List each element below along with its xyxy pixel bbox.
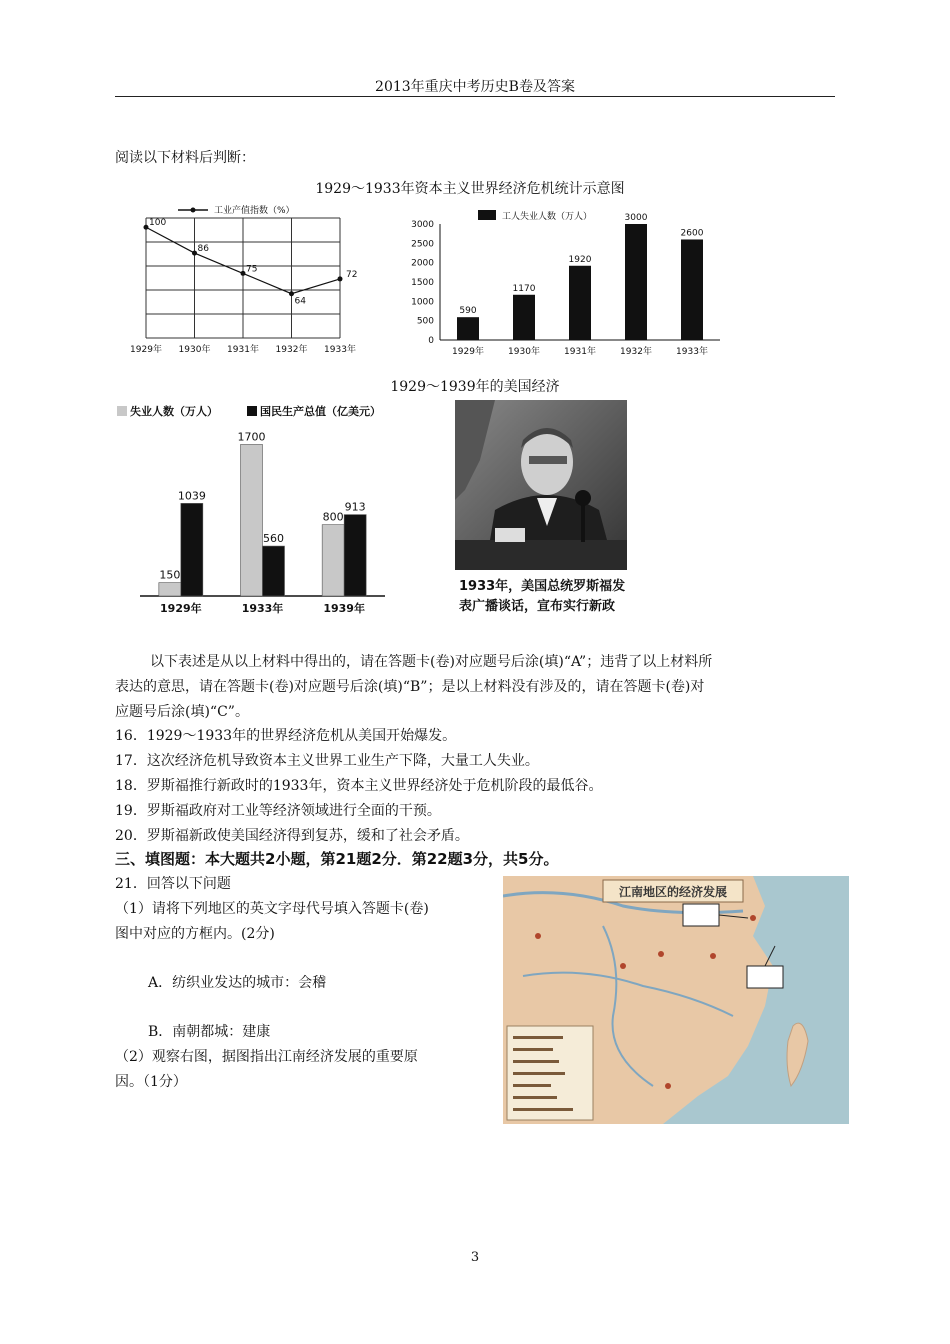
y-tick-label: 0 [428,336,434,346]
bar-value-label: 1920 [568,254,592,265]
data-label: 86 [197,244,209,255]
map-title: 江南地区的经济发展 [618,885,728,899]
y-tick-label: 1000 [411,297,434,308]
bar-value-label: 800 [322,510,344,524]
unemployment-bar [513,295,535,340]
question-17: 17．这次经济危机导致资本主义世界工业生产下降，大量工人失业。 [115,753,539,769]
x-tick-label: 1933年 [324,345,356,355]
chart3-title: 1929～1939年的美国经济 [390,379,560,395]
x-tick-label: 1930年 [508,347,540,357]
x-tick-label: 1931年 [564,347,596,357]
data-label: 72 [346,269,358,280]
x-tick-label: 1931年 [227,345,259,355]
unemployed-bar [159,583,181,596]
unemployed-bar [322,525,344,596]
page-header: 2013年重庆中考历史B卷及答案 [375,79,575,95]
data-point [338,276,343,281]
intro-text: 阅读以下材料后判断： [115,150,255,166]
q21-part2-line2: 因。（1分） [115,1074,187,1090]
q21-title: 21．回答以下问题 [115,876,231,892]
question-20: 20．罗斯福新政使美国经济得到复苏，缓和了社会矛盾。 [115,828,469,844]
instruction-line-1: 以下表述是从以上材料中得出的，请在答题卡(卷)对应题号后涂(填)“A”；违背了以上材料所 [150,654,713,670]
data-label: 75 [246,264,258,275]
industrial-index-chart [118,200,380,358]
x-tick-label: 1932年 [620,347,652,357]
bar-value-label: 2600 [680,228,704,239]
gnp-bar [263,546,285,596]
jiangnan-map [503,876,849,1124]
bar-value-label: 1039 [177,489,206,503]
x-tick-label: 1929年 [452,347,484,357]
question-19: 19．罗斯福政府对工业等经济领域进行全面的干预。 [115,803,441,819]
legend-label: 工业产值指数（%） [214,206,295,216]
q21-option-b: B．南朝都城：建康 [148,1024,271,1040]
bar-value-label: 560 [263,532,284,546]
unemployment-bar [457,317,479,340]
x-tick-label: 1929年 [160,602,202,615]
legend-swatch [478,210,496,220]
gnp-bar [181,503,203,596]
data-point [241,271,246,276]
data-label: 100 [149,218,167,229]
unemployment-bar [569,266,591,340]
bar-value-label: 1700 [237,430,266,444]
answer-box-a [683,904,719,926]
header-rule [115,96,835,97]
x-tick-label: 1939年 [323,602,365,615]
data-label: 64 [294,296,306,307]
photo-caption-1: 1933年，美国总统罗斯福发 [459,579,626,594]
gnp-bar [344,515,366,596]
bar-value-label: 150 [159,568,181,582]
answer-box-b [747,966,783,988]
data-point [289,291,294,296]
x-tick-label: 1932年 [275,345,308,355]
q21-part1-line1: （1）请将下列地区的英文字母代号填入答题卡(卷) [115,901,429,917]
bar-value-label: 590 [459,306,477,317]
photo-caption-2: 表广播谈话，宣布实行新政 [459,599,616,614]
legend-label: 工人失业人数（万人） [502,212,593,222]
legend-swatch-gnp [247,406,257,416]
unemployment-chart [400,208,730,360]
x-tick-label: 1929年 [130,345,162,355]
q21-part2-line1: （2）观察右图，据图指出江南经济发展的重要原 [115,1049,418,1065]
q21-part1-line2: 图中对应的方框内。(2分) [115,926,275,942]
instruction-line-3: 应题号后涂(填)“C”。 [115,704,249,720]
question-16: 16．1929～1933年的世界经济危机从美国开始爆发。 [115,728,457,744]
legend-label: 国民生产总值（亿美元） [260,405,381,418]
bar-value-label: 3000 [624,213,648,223]
bar-value-label: 913 [344,500,366,514]
data-point [144,225,149,230]
x-tick-label: 1930年 [178,345,211,355]
y-tick-label: 500 [416,316,434,327]
unemployment-bar [681,239,703,340]
instruction-line-2: 表达的意思，请在答题卡(卷)对应题号后涂(填)“B”；是以上材料没有涉及的，请在答题卡(卷)对 [115,679,705,695]
legend-marker [191,208,196,213]
y-tick-label: 3000 [411,220,434,230]
question-18: 18．罗斯福推行新政时的1933年，资本主义世界经济处于危机阶段的最低谷。 [115,778,603,794]
unemployment-bar [625,224,647,340]
y-tick-label: 2500 [411,239,434,250]
q21-option-a: A．纺织业发达的城市：会稽 [148,975,327,991]
y-tick-label: 1500 [411,278,434,288]
y-tick-label: 2000 [411,258,434,269]
chart-group1-title: 1929～1933年资本主义世界经济危机统计示意图 [315,181,625,197]
unemployed-bar [241,444,263,596]
roosevelt-photo [455,400,627,618]
bar-value-label: 1170 [512,283,536,294]
x-tick-label: 1933年 [676,347,708,357]
legend-label: 失业人数（万人） [130,405,218,418]
x-tick-label: 1933年 [241,602,284,615]
legend-swatch-unemployed [117,406,127,416]
data-point [192,251,197,256]
section-3-heading: 三、填图题：本大题共2小题，第21题2分．第22题3分，共5分。 [115,850,559,868]
us-economy-chart [115,400,405,618]
page-number: 3 [470,1250,480,1265]
